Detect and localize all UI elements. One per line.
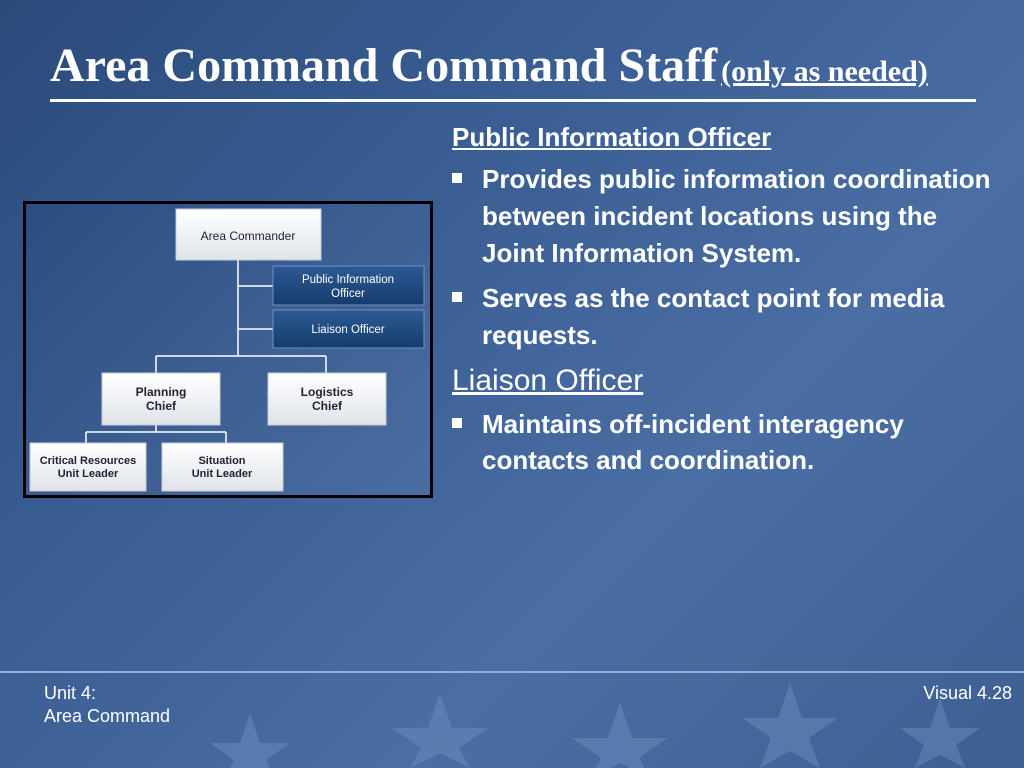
liaison-heading: Liaison Officer	[452, 363, 644, 397]
title-sub: (only as needed)	[721, 55, 928, 88]
org-box-planning-chief	[102, 373, 220, 425]
org-label-logistics-2: Chief	[312, 399, 342, 413]
title-main: Area Command Command Staff	[50, 39, 718, 92]
footer-unit-line2: Area Command	[44, 706, 171, 727]
liaison-bullet-list	[452, 406, 992, 480]
footer-unit	[44, 682, 170, 729]
org-label-commander: Area Commander	[200, 229, 296, 243]
list-item	[452, 161, 992, 272]
bullet-square-icon	[452, 173, 462, 183]
bullet-text: Provides public information coordination between incident locations using the Joint Information System.	[482, 164, 991, 268]
org-box-situation	[162, 443, 283, 491]
footer-unit-line1: Unit 4:	[44, 683, 97, 703]
bullet-text: Serves as the contact point for media requests.	[482, 282, 945, 350]
org-box-logistics-chief	[268, 373, 386, 425]
org-label-logistics-1: Logistics	[300, 385, 354, 399]
org-label-planning-2: Chief	[146, 399, 176, 413]
pio-bullet-list	[452, 161, 992, 354]
org-label-liaison: Liaison Officer	[311, 324, 385, 336]
pio-heading: Public Information Officer	[452, 122, 772, 152]
org-box-public-information-officer	[273, 266, 424, 305]
org-box-area-commander	[176, 209, 321, 260]
title-underline	[50, 99, 976, 102]
bullet-text: Maintains off-incident interagency contacts and coordination.	[482, 408, 904, 476]
org-label-pio-1: Public Information	[301, 274, 395, 286]
org-box-critical-resources	[30, 443, 146, 491]
org-label-situation-2: Unit Leader	[191, 468, 253, 480]
org-label-planning-1: Planning	[135, 385, 187, 399]
org-chart	[23, 201, 433, 498]
slide-title	[50, 39, 980, 92]
org-label-critical-1: Critical Resources	[39, 455, 137, 467]
footer-visual-number: Visual 4.28	[923, 683, 1012, 703]
org-label-critical-2: Unit Leader	[57, 468, 119, 480]
org-label-pio-2: Officer	[331, 288, 365, 300]
list-item	[452, 280, 992, 354]
org-box-liaison-officer	[273, 310, 424, 348]
org-label-situation-1: Situation	[198, 455, 246, 467]
org-chart-svg	[26, 204, 430, 495]
list-item	[452, 406, 992, 480]
bullet-square-icon	[452, 418, 462, 428]
content-panel	[452, 122, 992, 487]
bullet-square-icon	[452, 292, 462, 302]
